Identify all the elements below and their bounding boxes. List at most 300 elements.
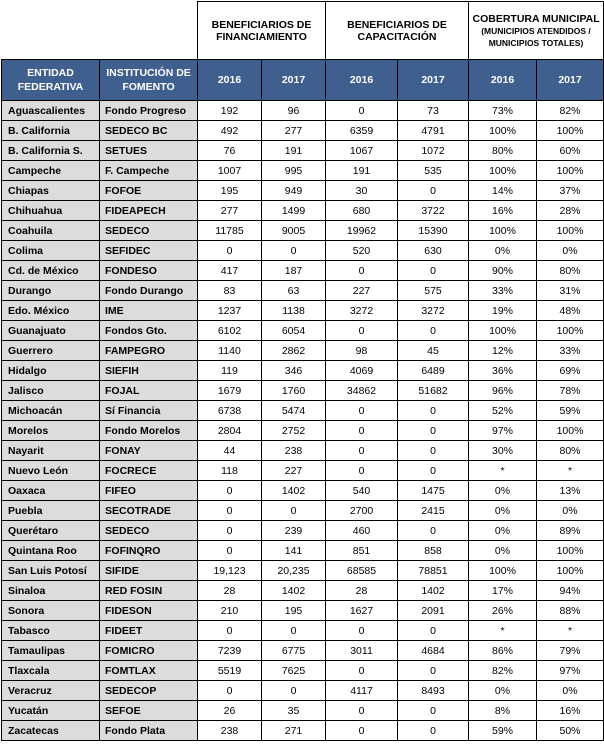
cell-fin-2016: 1237 — [198, 301, 262, 321]
cell-fin-2016: 11785 — [198, 221, 262, 241]
table-row — [2, 161, 604, 181]
table-row — [2, 641, 604, 661]
cell-cob-2017: 100% — [537, 121, 604, 141]
cell-entidad: Nuevo León — [2, 461, 100, 481]
cell-cap-2016: 1067 — [326, 141, 398, 161]
cell-cap-2016: 0 — [326, 261, 398, 281]
table-row — [2, 321, 604, 341]
cell-cap-2016: 19962 — [326, 221, 398, 241]
cell-cap-2016: 3011 — [326, 641, 398, 661]
cell-fin-2017: 2752 — [262, 421, 326, 441]
table-row — [2, 701, 604, 721]
cell-fin-2016: 0 — [198, 621, 262, 641]
cell-institucion: FOMICRO — [100, 641, 198, 661]
cell-cap-2016: 98 — [326, 341, 398, 361]
cell-entidad: Guerrero — [2, 341, 100, 361]
cell-cob-2016: 26% — [469, 601, 537, 621]
cell-cap-2017: 6489 — [398, 361, 469, 381]
cell-cob-2016: 0% — [469, 541, 537, 561]
header-entidad: ENTIDAD FEDERATIVA — [2, 60, 100, 101]
cell-fin-2017: 7625 — [262, 661, 326, 681]
cell-institucion: Fondos Gto. — [100, 321, 198, 341]
cell-institucion: Fondo Plata — [100, 721, 198, 741]
cell-cob-2016: 30% — [469, 441, 537, 461]
cell-fin-2017: 195 — [262, 601, 326, 621]
cell-institucion: RED FOSIN — [100, 581, 198, 601]
cell-cap-2016: 28 — [326, 581, 398, 601]
cell-cap-2017: 4684 — [398, 641, 469, 661]
group-cobertura-title: COBERTURA MUNICIPAL — [472, 12, 600, 25]
cell-cob-2017: 80% — [537, 261, 604, 281]
table-row — [2, 381, 604, 401]
cell-fin-2017: 0 — [262, 681, 326, 701]
cell-cob-2017: * — [537, 621, 604, 641]
cell-institucion: SEDECO — [100, 221, 198, 241]
cell-institucion: FIDEAPECH — [100, 201, 198, 221]
cell-cob-2016: 82% — [469, 661, 537, 681]
cell-cap-2017: 0 — [398, 521, 469, 541]
cell-cap-2017: 575 — [398, 281, 469, 301]
cell-institucion: Fondo Progreso — [100, 101, 198, 121]
cell-institucion: FONDESO — [100, 261, 198, 281]
group-cobertura-subtitle: (MUNICIPIOS ATENDIDOS / MUNICIPIOS TOTALES) — [481, 25, 591, 48]
cell-fin-2016: 492 — [198, 121, 262, 141]
cell-fin-2016: 6738 — [198, 401, 262, 421]
cell-fin-2017: 239 — [262, 521, 326, 541]
cell-entidad: San Luis Potosí — [2, 561, 100, 581]
cell-cap-2017: 1475 — [398, 481, 469, 501]
cell-fin-2016: 0 — [198, 241, 262, 261]
cell-cap-2016: 30 — [326, 181, 398, 201]
cell-cob-2017: 16% — [537, 701, 604, 721]
cell-cap-2017: 0 — [398, 661, 469, 681]
cell-institucion: FONAY — [100, 441, 198, 461]
table-row — [2, 521, 604, 541]
cell-entidad: Guanajuato — [2, 321, 100, 341]
cell-cap-2017: 3272 — [398, 301, 469, 321]
cell-fin-2017: 191 — [262, 141, 326, 161]
table-row — [2, 301, 604, 321]
cell-cob-2017: 0% — [537, 241, 604, 261]
cell-fin-2016: 195 — [198, 181, 262, 201]
cell-cap-2017: 535 — [398, 161, 469, 181]
cell-cap-2016: 0 — [326, 401, 398, 421]
table-row — [2, 361, 604, 381]
header-year-cap-2017: 2017 — [398, 60, 469, 101]
cell-cob-2017: 79% — [537, 641, 604, 661]
cell-fin-2016: 0 — [198, 481, 262, 501]
cell-cob-2017: 28% — [537, 201, 604, 221]
cell-cob-2017: 37% — [537, 181, 604, 201]
cell-institucion: SEFIDEC — [100, 241, 198, 261]
cell-fin-2016: 0 — [198, 681, 262, 701]
cell-entidad: Chihuahua — [2, 201, 100, 221]
cell-cob-2016: 0% — [469, 521, 537, 541]
cell-cob-2017: 60% — [537, 141, 604, 161]
cell-fin-2017: 35 — [262, 701, 326, 721]
header-year-cob-2016: 2016 — [469, 60, 537, 101]
cell-institucion: F. Campeche — [100, 161, 198, 181]
blank-corner — [2, 2, 198, 60]
header-year-fin-2017: 2017 — [262, 60, 326, 101]
cell-cob-2016: 90% — [469, 261, 537, 281]
cell-institucion: SETUES — [100, 141, 198, 161]
cell-entidad: Puebla — [2, 501, 100, 521]
cell-cob-2016: 97% — [469, 421, 537, 441]
cell-entidad: Aguascalientes — [2, 101, 100, 121]
cell-cob-2016: 0% — [469, 241, 537, 261]
cell-institucion: SEDECO BC — [100, 121, 198, 141]
cell-fin-2016: 1679 — [198, 381, 262, 401]
table-row — [2, 721, 604, 741]
cell-fin-2017: 0 — [262, 241, 326, 261]
table-row — [2, 681, 604, 701]
cell-fin-2017: 6775 — [262, 641, 326, 661]
cell-cob-2016: 100% — [469, 561, 537, 581]
cell-fin-2016: 0 — [198, 541, 262, 561]
cell-institucion: FOFOE — [100, 181, 198, 201]
cell-cap-2016: 0 — [326, 321, 398, 341]
table-row — [2, 481, 604, 501]
cell-institucion: IME — [100, 301, 198, 321]
cell-entidad: Sonora — [2, 601, 100, 621]
cell-cap-2016: 68585 — [326, 561, 398, 581]
cell-fin-2016: 118 — [198, 461, 262, 481]
cell-fin-2017: 9005 — [262, 221, 326, 241]
cell-entidad: Cd. de México — [2, 261, 100, 281]
cell-fin-2017: 238 — [262, 441, 326, 461]
cell-fin-2016: 210 — [198, 601, 262, 621]
cell-entidad: Coahuila — [2, 221, 100, 241]
cell-cob-2017: 100% — [537, 221, 604, 241]
cell-cap-2016: 0 — [326, 701, 398, 721]
cell-entidad: Campeche — [2, 161, 100, 181]
table-row — [2, 441, 604, 461]
cell-institucion: SEDECOP — [100, 681, 198, 701]
cell-entidad: Yucatán — [2, 701, 100, 721]
cell-cob-2016: 100% — [469, 221, 537, 241]
cell-cap-2016: 0 — [326, 461, 398, 481]
cell-cob-2017: 97% — [537, 661, 604, 681]
cell-fin-2016: 1007 — [198, 161, 262, 181]
cell-cob-2016: 59% — [469, 721, 537, 741]
cell-fin-2016: 5519 — [198, 661, 262, 681]
cell-institucion: SEFOE — [100, 701, 198, 721]
cell-cob-2017: 48% — [537, 301, 604, 321]
cell-institucion: FAMPEGRO — [100, 341, 198, 361]
table-row — [2, 401, 604, 421]
cell-institucion: FIFEO — [100, 481, 198, 501]
cell-cob-2017: 31% — [537, 281, 604, 301]
table-row — [2, 341, 604, 361]
table-row — [2, 121, 604, 141]
cell-cap-2017: 51682 — [398, 381, 469, 401]
cell-entidad: Sinaloa — [2, 581, 100, 601]
cell-cob-2017: 80% — [537, 441, 604, 461]
cell-cap-2016: 6359 — [326, 121, 398, 141]
cell-cob-2017: 33% — [537, 341, 604, 361]
cell-institucion: FOJAL — [100, 381, 198, 401]
cell-entidad: Zacatecas — [2, 721, 100, 741]
cell-cob-2016: 0% — [469, 481, 537, 501]
cell-fin-2016: 119 — [198, 361, 262, 381]
cell-institucion: SEDECO — [100, 521, 198, 541]
cell-fin-2017: 96 — [262, 101, 326, 121]
cell-cob-2017: * — [537, 461, 604, 481]
cell-institucion: FOMTLAX — [100, 661, 198, 681]
table-row — [2, 561, 604, 581]
cell-cob-2017: 100% — [537, 541, 604, 561]
cell-fin-2016: 192 — [198, 101, 262, 121]
cell-cap-2017: 0 — [398, 261, 469, 281]
cell-cap-2016: 1627 — [326, 601, 398, 621]
cell-institucion: SIFIDE — [100, 561, 198, 581]
cell-institucion: Fondo Morelos — [100, 421, 198, 441]
cell-fin-2017: 1760 — [262, 381, 326, 401]
cell-institucion: Fondo Durango — [100, 281, 198, 301]
cell-fin-2016: 6102 — [198, 321, 262, 341]
cell-fin-2017: 2862 — [262, 341, 326, 361]
cell-cap-2016: 191 — [326, 161, 398, 181]
cell-cob-2016: 86% — [469, 641, 537, 661]
cell-cob-2016: 100% — [469, 161, 537, 181]
cell-cob-2016: 36% — [469, 361, 537, 381]
cell-entidad: Chiapas — [2, 181, 100, 201]
cell-cob-2017: 100% — [537, 561, 604, 581]
cell-cap-2017: 73 — [398, 101, 469, 121]
cell-fin-2016: 2804 — [198, 421, 262, 441]
cell-fin-2016: 76 — [198, 141, 262, 161]
column-header-row — [2, 60, 604, 101]
cell-cap-2016: 3272 — [326, 301, 398, 321]
cell-cob-2017: 100% — [537, 421, 604, 441]
table-row — [2, 501, 604, 521]
cell-cap-2017: 0 — [398, 421, 469, 441]
cell-cob-2017: 94% — [537, 581, 604, 601]
cell-cob-2017: 82% — [537, 101, 604, 121]
table-body — [2, 101, 604, 741]
cell-cap-2017: 1402 — [398, 581, 469, 601]
cell-cob-2017: 88% — [537, 601, 604, 621]
table-row — [2, 221, 604, 241]
cell-cob-2016: 100% — [469, 321, 537, 341]
cell-cob-2017: 69% — [537, 361, 604, 381]
cell-cap-2017: 0 — [398, 181, 469, 201]
cell-cap-2017: 858 — [398, 541, 469, 561]
cell-cap-2017: 2415 — [398, 501, 469, 521]
cell-cap-2017: 8493 — [398, 681, 469, 701]
cell-fin-2017: 141 — [262, 541, 326, 561]
cell-entidad: Edo. México — [2, 301, 100, 321]
cell-entidad: Querétaro — [2, 521, 100, 541]
cell-fin-2016: 0 — [198, 501, 262, 521]
cell-entidad: Durango — [2, 281, 100, 301]
cell-fin-2017: 346 — [262, 361, 326, 381]
cell-cob-2016: 14% — [469, 181, 537, 201]
cell-cap-2016: 34862 — [326, 381, 398, 401]
cell-cap-2016: 0 — [326, 621, 398, 641]
cell-cob-2017: 89% — [537, 521, 604, 541]
table-row — [2, 241, 604, 261]
cell-fin-2017: 277 — [262, 121, 326, 141]
cell-cob-2016: 17% — [469, 581, 537, 601]
cell-institucion: SIEFIH — [100, 361, 198, 381]
cell-fin-2017: 227 — [262, 461, 326, 481]
cell-fin-2017: 1402 — [262, 581, 326, 601]
table-row — [2, 261, 604, 281]
cell-cob-2016: * — [469, 461, 537, 481]
table-row — [2, 461, 604, 481]
table-row — [2, 101, 604, 121]
beneficiaries-table — [1, 1, 604, 741]
cell-entidad: Tamaulipas — [2, 641, 100, 661]
cell-cap-2017: 3722 — [398, 201, 469, 221]
cell-entidad: B. California — [2, 121, 100, 141]
cell-entidad: Michoacán — [2, 401, 100, 421]
cell-fin-2016: 26 — [198, 701, 262, 721]
cell-cap-2016: 540 — [326, 481, 398, 501]
cell-cap-2016: 4117 — [326, 681, 398, 701]
table-row — [2, 181, 604, 201]
cell-cap-2016: 851 — [326, 541, 398, 561]
cell-fin-2016: 1140 — [198, 341, 262, 361]
cell-fin-2017: 5474 — [262, 401, 326, 421]
cell-cob-2016: 19% — [469, 301, 537, 321]
cell-fin-2016: 277 — [198, 201, 262, 221]
cell-fin-2016: 238 — [198, 721, 262, 741]
cell-entidad: Hidalgo — [2, 361, 100, 381]
cell-fin-2016: 28 — [198, 581, 262, 601]
cell-institucion: Sí Financia — [100, 401, 198, 421]
cell-cap-2016: 227 — [326, 281, 398, 301]
cell-cap-2016: 0 — [326, 721, 398, 741]
cell-entidad: Veracruz — [2, 681, 100, 701]
cell-cap-2016: 0 — [326, 661, 398, 681]
cell-fin-2016: 19,123 — [198, 561, 262, 581]
cell-fin-2017: 0 — [262, 621, 326, 641]
cell-cob-2016: 33% — [469, 281, 537, 301]
cell-institucion: FIDEET — [100, 621, 198, 641]
cell-cap-2017: 0 — [398, 461, 469, 481]
cell-cap-2016: 460 — [326, 521, 398, 541]
cell-cap-2017: 1072 — [398, 141, 469, 161]
cell-cob-2016: 52% — [469, 401, 537, 421]
cell-fin-2017: 1402 — [262, 481, 326, 501]
cell-fin-2017: 949 — [262, 181, 326, 201]
cell-cap-2017: 45 — [398, 341, 469, 361]
table-row — [2, 601, 604, 621]
cell-fin-2016: 417 — [198, 261, 262, 281]
cell-institucion: FOFINQRO — [100, 541, 198, 561]
cell-cob-2016: * — [469, 621, 537, 641]
cell-cap-2017: 0 — [398, 721, 469, 741]
cell-entidad: Tlaxcala — [2, 661, 100, 681]
cell-entidad: Morelos — [2, 421, 100, 441]
cell-cob-2016: 80% — [469, 141, 537, 161]
table-container — [1, 1, 604, 741]
cell-cob-2017: 0% — [537, 501, 604, 521]
cell-fin-2017: 1499 — [262, 201, 326, 221]
cell-cap-2017: 78851 — [398, 561, 469, 581]
table-row — [2, 581, 604, 601]
table-row — [2, 281, 604, 301]
cell-fin-2016: 83 — [198, 281, 262, 301]
header-year-cob-2017: 2017 — [537, 60, 604, 101]
cell-cap-2016: 2700 — [326, 501, 398, 521]
cell-entidad: Oaxaca — [2, 481, 100, 501]
group-financiamiento: BENEFICIARIOS DE FINANCIAMIENTO — [198, 2, 326, 60]
cell-entidad: B. California S. — [2, 141, 100, 161]
cell-cob-2017: 0% — [537, 681, 604, 701]
group-cobertura — [469, 2, 604, 60]
table-row — [2, 621, 604, 641]
cell-cob-2016: 96% — [469, 381, 537, 401]
cell-cob-2017: 50% — [537, 721, 604, 741]
table-row — [2, 201, 604, 221]
cell-fin-2017: 271 — [262, 721, 326, 741]
cell-cob-2016: 0% — [469, 681, 537, 701]
cell-cob-2017: 100% — [537, 161, 604, 181]
table-row — [2, 141, 604, 161]
cell-fin-2017: 187 — [262, 261, 326, 281]
cell-cob-2017: 100% — [537, 321, 604, 341]
table-row — [2, 541, 604, 561]
cell-cap-2016: 0 — [326, 441, 398, 461]
cell-cob-2016: 0% — [469, 501, 537, 521]
cell-institucion: SECOTRADE — [100, 501, 198, 521]
group-header-row — [2, 2, 604, 60]
cell-cap-2017: 630 — [398, 241, 469, 261]
header-year-fin-2016: 2016 — [198, 60, 262, 101]
cell-cap-2016: 680 — [326, 201, 398, 221]
cell-cob-2016: 8% — [469, 701, 537, 721]
table-row — [2, 421, 604, 441]
cell-cob-2016: 100% — [469, 121, 537, 141]
cell-entidad: Quintana Roo — [2, 541, 100, 561]
cell-cap-2016: 0 — [326, 421, 398, 441]
cell-cob-2017: 59% — [537, 401, 604, 421]
cell-cob-2016: 16% — [469, 201, 537, 221]
header-institucion: INSTITUCIÓN DE FOMENTO — [100, 60, 198, 101]
cell-fin-2017: 0 — [262, 501, 326, 521]
cell-cob-2016: 12% — [469, 341, 537, 361]
cell-cap-2017: 0 — [398, 621, 469, 641]
cell-cap-2017: 0 — [398, 401, 469, 421]
cell-institucion: FOCRECE — [100, 461, 198, 481]
cell-cap-2017: 15390 — [398, 221, 469, 241]
group-capacitacion: BENEFICIARIOS DE CAPACITACIÓN — [326, 2, 469, 60]
cell-cap-2017: 0 — [398, 701, 469, 721]
cell-fin-2017: 63 — [262, 281, 326, 301]
cell-fin-2016: 44 — [198, 441, 262, 461]
cell-fin-2017: 20,235 — [262, 561, 326, 581]
cell-cap-2017: 0 — [398, 441, 469, 461]
cell-institucion: FIDESON — [100, 601, 198, 621]
table-row — [2, 661, 604, 681]
cell-fin-2016: 0 — [198, 521, 262, 541]
cell-cap-2016: 4069 — [326, 361, 398, 381]
cell-fin-2017: 1138 — [262, 301, 326, 321]
cell-cap-2016: 0 — [326, 101, 398, 121]
cell-cap-2017: 4791 — [398, 121, 469, 141]
header-year-cap-2016: 2016 — [326, 60, 398, 101]
cell-cob-2017: 78% — [537, 381, 604, 401]
cell-fin-2017: 995 — [262, 161, 326, 181]
cell-fin-2017: 6054 — [262, 321, 326, 341]
cell-entidad: Jalisco — [2, 381, 100, 401]
cell-cob-2016: 73% — [469, 101, 537, 121]
cell-cap-2016: 520 — [326, 241, 398, 261]
